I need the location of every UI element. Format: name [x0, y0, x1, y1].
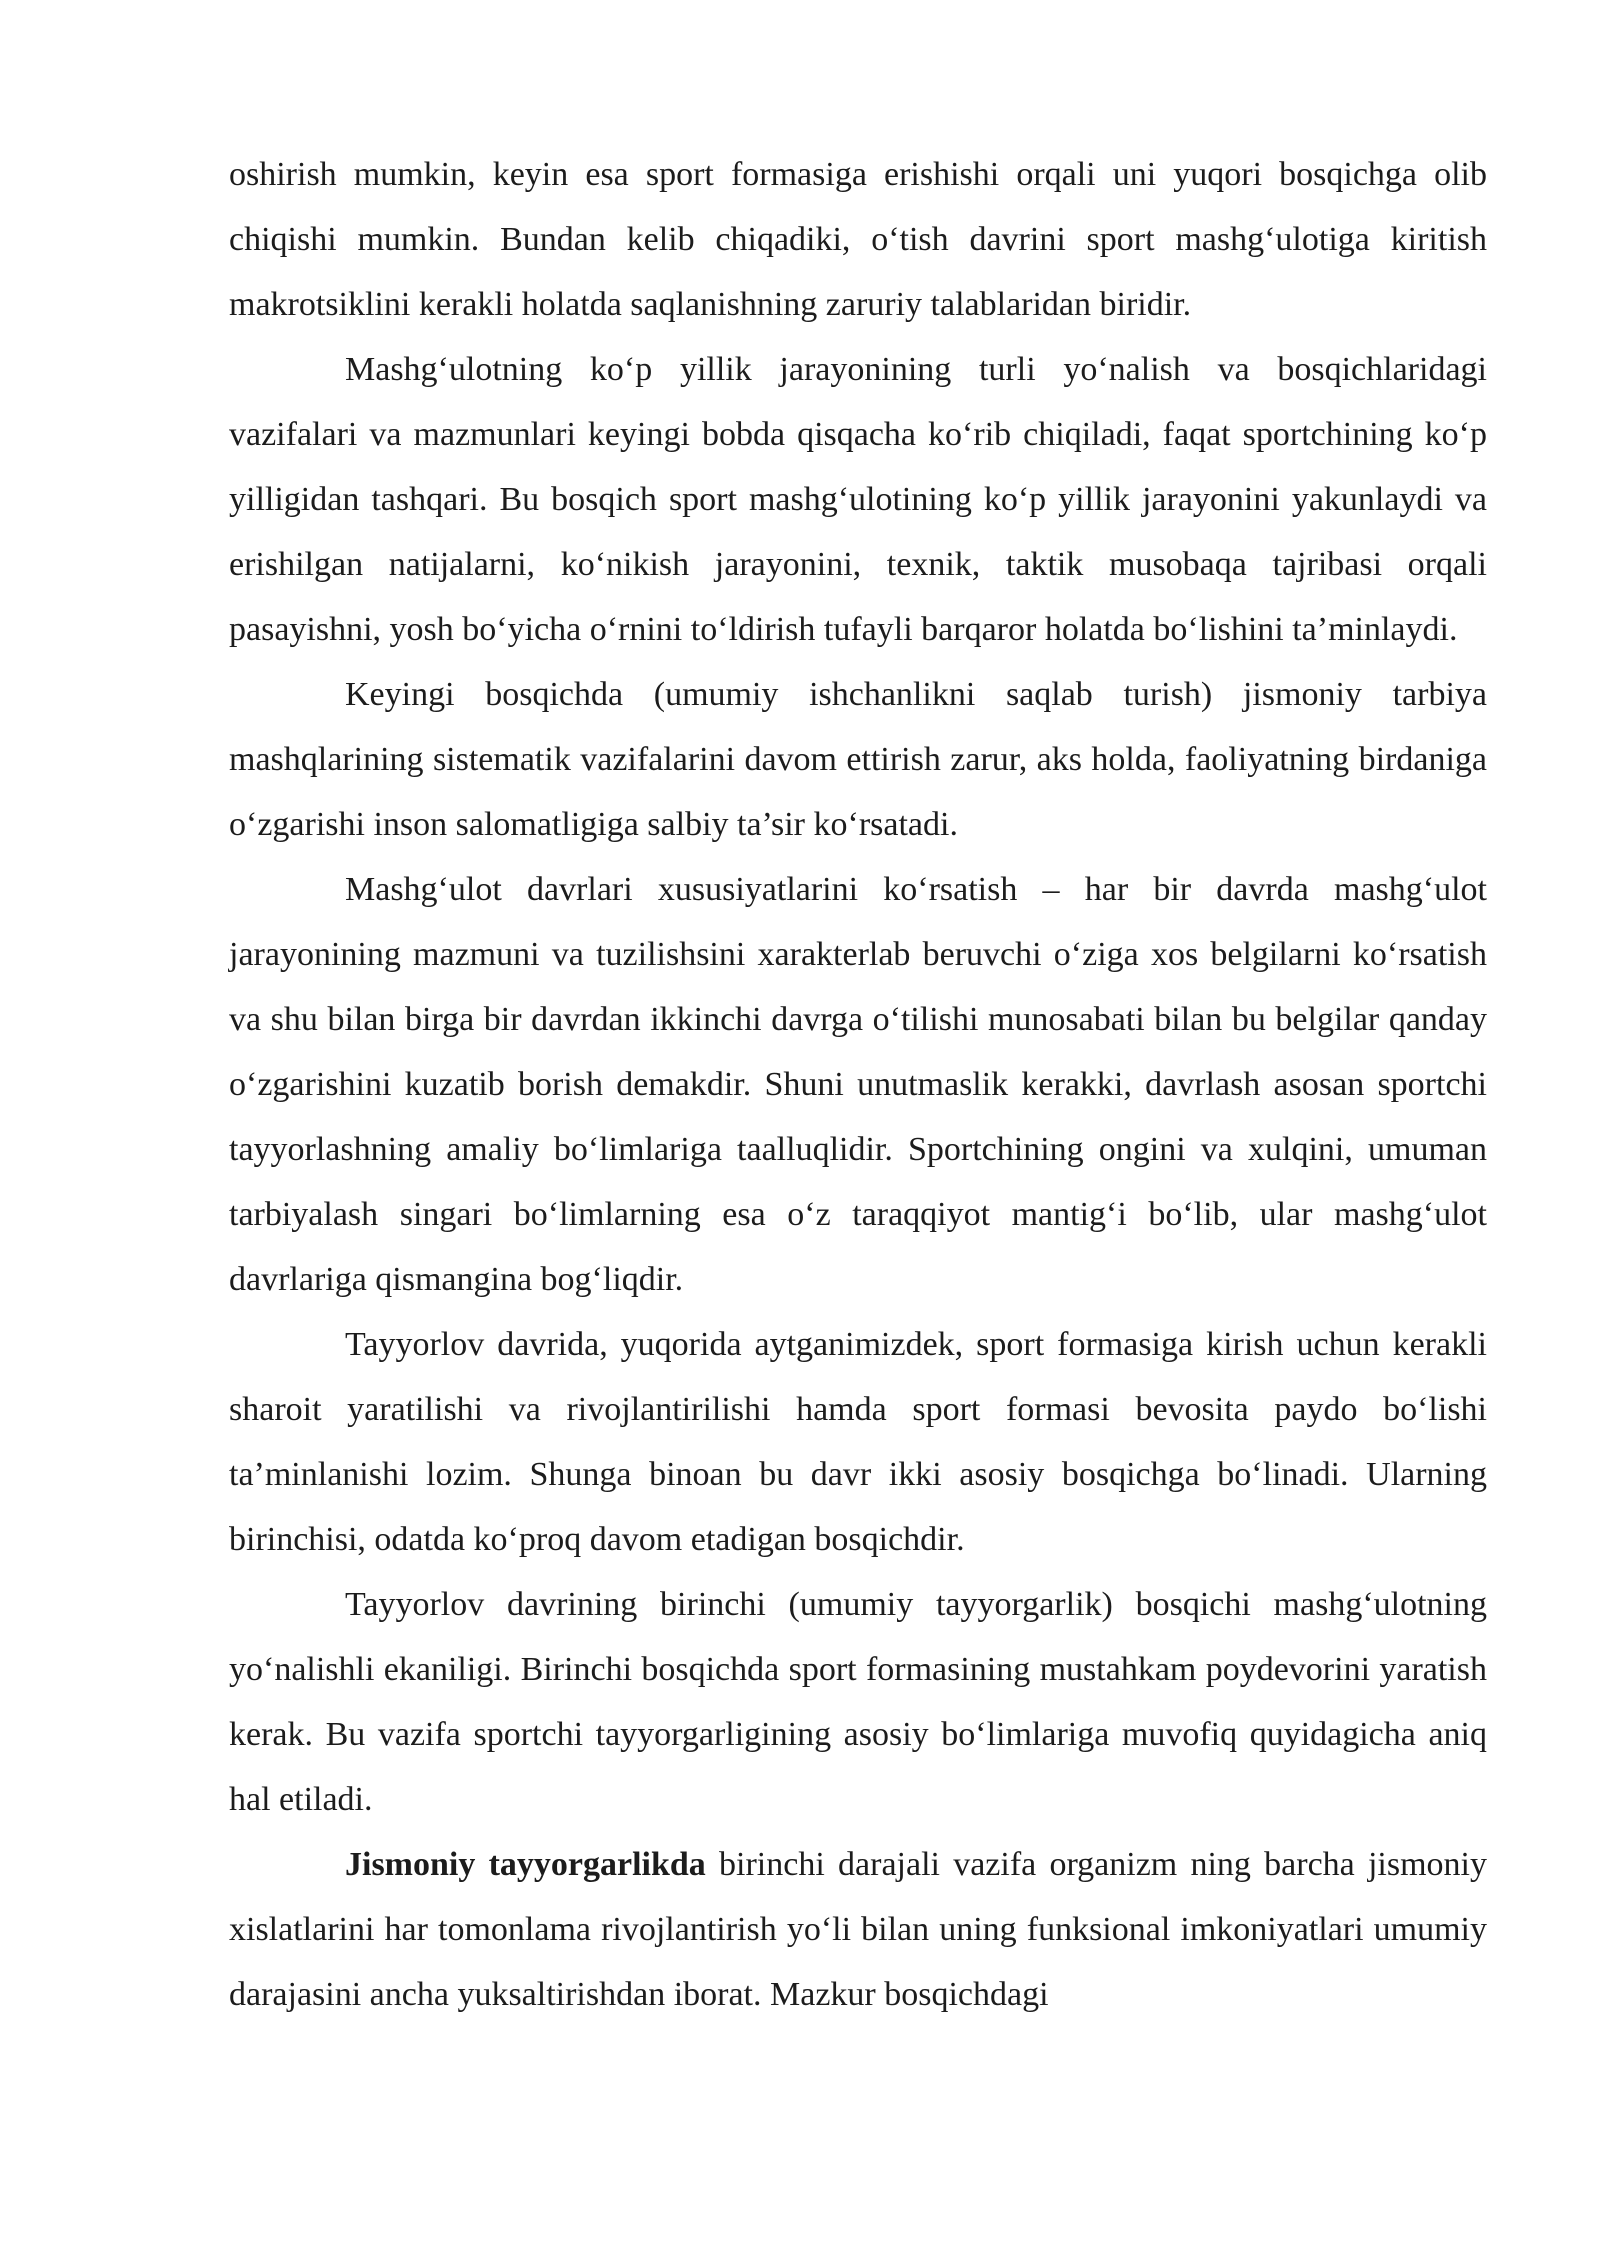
- paragraph-3: Keyingi bosqichda (umumiy ishchanlikni saqlab turish) jismoniy tarbiya mashqlarining sistematik vazifalarini davom ettirish zarur, aks holda, faoliyatning birdaniga o‘zgarishi inson salomatligiga salbiy ta’sir ko‘rsatadi.: [229, 676, 1487, 843]
- paragraph-7: [229, 1832, 1487, 2027]
- bold-term: Jismoniy tayyorgarlikda: [345, 1846, 706, 1883]
- document-page: [229, 142, 1487, 2027]
- paragraph-1: oshirish mumkin, keyin esa sport formasiga erishishi orqali uni yuqori bosqichga olib chiqishi mumkin. Bundan kelib chiqadiki, o‘tish davrini sport mashg‘ulotiga kiritish makrotsiklini kerakli holatda saqlanishning zaruriy talablaridan biridir.: [229, 156, 1487, 323]
- paragraph-2: Mashg‘ulotning ko‘p yillik jarayonining turli yo‘nalish va bosqichlaridagi vazifalari va mazmunlari keyingi bobda qisqacha ko‘rib chiqiladi, faqat sportchining ko‘p yilligidan tashqari. Bu bosqich sport mashg‘ulotining ko‘p yillik jarayonini yakunlaydi va erishilgan natijalarni, ko‘nikish jarayonini, texnik, taktik musobaqa tajribasi orqali pasayishni, yosh bo‘yicha o‘rnini to‘ldirish tufayli barqaror holatda bo‘lishini ta’minlaydi.: [229, 351, 1487, 648]
- paragraph-7-text: birinchi darajali vazifa organizm ning barcha jismoniy xislatlarini har tomonlama rivojlantirish yo‘li bilan uning funksional imkoniyatlari umumiy darajasini ancha yuksaltirishdan iborat. Mazkur bosqichdagi: [229, 1846, 1487, 2013]
- paragraph-6: Tayyorlov davrining birinchi (umumiy tayyorgarlik) bosqichi mashg‘ulotning yo‘nalishli ekaniligi. Birinchi bosqichda sport formasining mustahkam poydevorini yaratish kerak. Bu vazifa sportchi tayyorgarligining asosiy bo‘limlariga muvofiq quyidagicha aniq hal etiladi.: [229, 1586, 1487, 1818]
- paragraph-4: Mashg‘ulot davrlari xususiyatlarini ko‘rsatish – har bir davrda mashg‘ulot jarayonining mazmuni va tuzilishsini xarakterlab beruvchi o‘ziga xos belgilarni ko‘rsatish va shu bilan birga bir davrdan ikkinchi davrga o‘tilishi munosabati bilan bu belgilar qanday o‘zgarishini kuzatib borish demakdir. Shuni unutmaslik kerakki, davrlash asosan sportchi tayyorlashning amaliy bo‘limlariga taalluqlidir. Sportchining ongini va xulqini, umuman tarbiyalash singari bo‘limlarning esa o‘z taraqqiyot mantig‘i bo‘lib, ular mashg‘ulot davrlariga qismangina bog‘liqdir.: [229, 871, 1487, 1298]
- paragraph-5: Tayyorlov davrida, yuqorida aytganimizdek, sport formasiga kirish uchun kerakli sharoit yaratilishi va rivojlantirilishi hamda sport formasi bevosita paydo bo‘lishi ta’minlanishi lozim. Shunga binoan bu davr ikki asosiy bosqichga bo‘linadi. Ularning birinchisi, odatda ko‘proq davom etadigan bosqichdir.: [229, 1326, 1487, 1558]
